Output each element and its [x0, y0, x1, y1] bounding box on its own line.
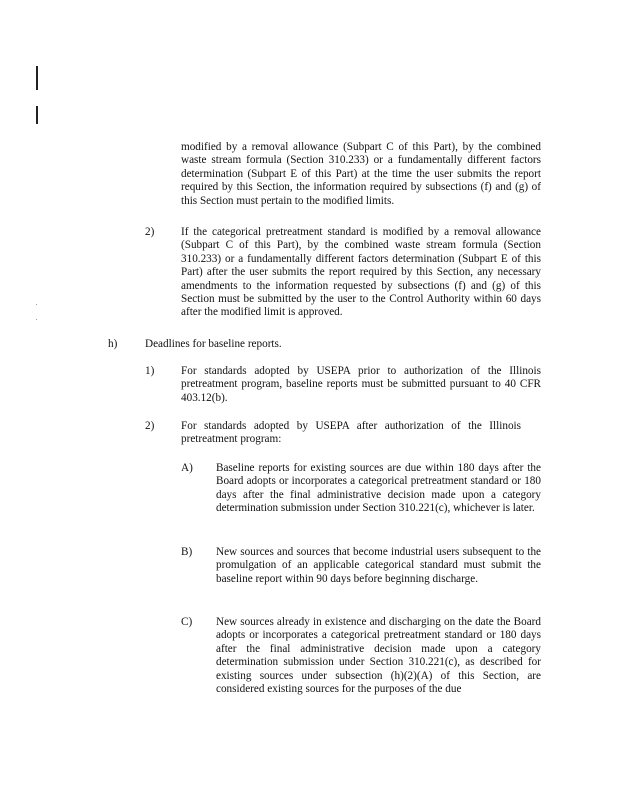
subitem-paragraph: New sources already in existence and discharging on the date the Board adopts or incorporates a categorical pretreatment standard or 180 days after the final administrative decision made upon a category determination submission under Section 310.221(c), as described for existing sources under subsection (h)(2)(A) of this Section, are considered existing sources for the purposes of the due	[216, 616, 541, 696]
item-paragraph: If the categorical pretreatment standard is modified by a removal allowance (Subpart C of this Part), by the combined waste stream formula (Section 310.233) or a fundamentally different factors determination (Subpart E of this Part) after the user submits the report required by this Section, any necessary amendments to the information requested by subsections (f) and (g) of this Section must be submitted by the user to the Control Authority within 60 days after the modified limit is approved.	[181, 226, 541, 319]
revision-bar	[36, 66, 38, 90]
item-label: 1)	[145, 365, 155, 377]
revision-bar	[36, 106, 38, 124]
item-label: 2)	[145, 420, 155, 432]
subitem-paragraph: Baseline reports for existing sources are due within 180 days after the Board adopts or incorporates a categorical pretreatment standard or 180 days after the final administrative decision made upon a category determination submission under Section 310.221(c), whichever is later.	[216, 462, 541, 515]
subitem-label: B)	[181, 546, 193, 558]
item-paragraph: For standards adopted by USEPA prior to authorization of the Illinois pretreatment program, baseline reports must be submitted pursuant to 40 CFR 403.12(b).	[181, 365, 541, 404]
subitem-paragraph: New sources and sources that become industrial users subsequent to the promulgation of an applicable categorical standard must submit the baseline report within 90 days before beginning discharge.	[216, 546, 541, 585]
item-label: 2)	[145, 226, 155, 238]
section-heading: Deadlines for baseline reports.	[145, 338, 282, 350]
margin-mark	[36, 304, 37, 305]
subitem-label: C)	[181, 616, 193, 628]
margin-mark	[36, 319, 37, 320]
subitem-label: A)	[181, 462, 193, 474]
continuation-paragraph: modified by a removal allowance (Subpart C of this Part), by the combined waste stream formula (Section 310.233) or a fundamentally different factors determination (Subpart E of this Part) at the time the user submits the report required by this Section, the information required by subsections (f) and (g) of this Section must pertain to the modified limits.	[181, 141, 541, 207]
item-paragraph: For standards adopted by USEPA after authorization of the Illinois pretreatment program:	[181, 420, 521, 446]
section-label: h)	[108, 338, 118, 350]
